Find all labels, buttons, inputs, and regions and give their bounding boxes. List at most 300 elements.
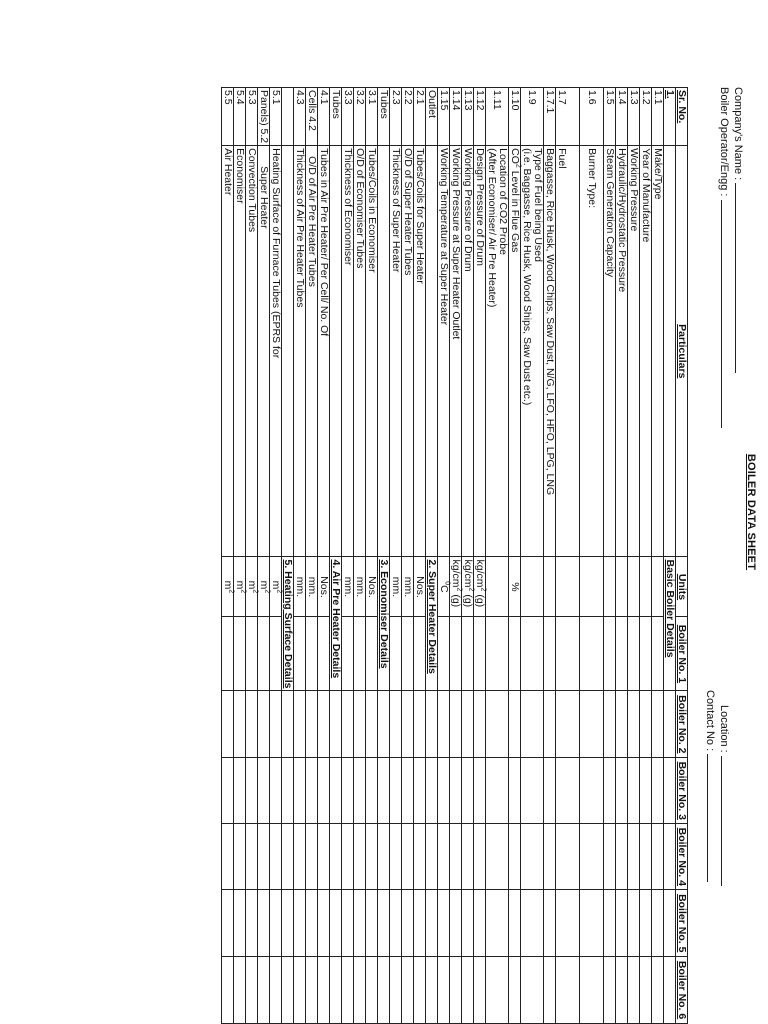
boiler-input-cell[interactable]: [474, 691, 486, 758]
boiler-input-cell[interactable]: [414, 957, 426, 1024]
boiler-input-cell[interactable]: [604, 617, 616, 691]
boiler-input-cell[interactable]: [652, 758, 664, 824]
boiler-input-cell[interactable]: [306, 758, 318, 824]
boiler-operator-line[interactable]: [721, 200, 732, 428]
boiler-input-cell[interactable]: [616, 758, 628, 824]
boiler-input-cell[interactable]: [652, 890, 664, 957]
units-cell: [462, 557, 474, 617]
header-row: [676, 88, 688, 1024]
unit-text: m: [270, 580, 282, 590]
units-cell: [258, 557, 270, 617]
boiler-input-cell[interactable]: [640, 691, 652, 758]
boiler-input-cell[interactable]: [556, 890, 580, 957]
boiler-input-cell[interactable]: [270, 617, 282, 691]
boiler-input-cell[interactable]: [640, 890, 652, 957]
boiler-input-cell[interactable]: [544, 691, 556, 758]
table-row: [450, 88, 462, 1024]
boiler-input-cell[interactable]: [258, 824, 270, 890]
boiler-input-cell[interactable]: [294, 691, 306, 758]
table-row: [640, 88, 652, 1024]
boiler-input-cell[interactable]: [556, 617, 580, 691]
sr-cell: 1.9: [521, 88, 544, 146]
section-number: 1.: [664, 88, 676, 146]
boiler-input-cell[interactable]: [640, 617, 652, 691]
boiler-input-cell[interactable]: [246, 890, 258, 957]
boiler-input-cell[interactable]: [438, 824, 450, 890]
boiler-input-cell[interactable]: [604, 758, 616, 824]
boiler-input-cell[interactable]: [258, 617, 270, 691]
particulars-cell: Thickness of Super Heater: [390, 146, 402, 557]
boiler-input-cell[interactable]: [438, 957, 450, 1024]
boiler-input-cell[interactable]: [450, 824, 462, 890]
table-row: [222, 88, 234, 1024]
boiler-input-cell[interactable]: [652, 824, 664, 890]
section-title: 4. Air Pre Heater Details: [330, 557, 342, 691]
particulars-cell: Year of Manufacture: [640, 146, 652, 557]
boiler-input-cell[interactable]: [486, 890, 509, 957]
superscript: 2: [479, 587, 487, 592]
table-row: [544, 88, 556, 1024]
boiler-input-cell[interactable]: [544, 758, 556, 824]
sr-cell: 3.3: [342, 88, 354, 146]
sr-cell: 1.7.1: [544, 88, 556, 146]
particulars-cell: [486, 146, 509, 557]
boiler-input-cell[interactable]: [342, 890, 354, 957]
boiler-input-cell[interactable]: [342, 824, 354, 890]
table-row: [390, 88, 402, 1024]
particulars-cell: Working Pressure at Super Heater Outlet: [450, 146, 462, 557]
boiler-operator-label: Boiler Operator/Engg :: [718, 87, 730, 197]
boiler-input-cell[interactable]: [438, 617, 450, 691]
unit-text: kg/cm: [450, 559, 462, 588]
superscript: 2: [467, 587, 475, 592]
boiler-input-cell[interactable]: [234, 758, 246, 824]
particulars-cell: Economiser: [234, 146, 246, 557]
particulars-line: Type of Fuel being Used: [532, 148, 544, 262]
boiler-input-cell[interactable]: [486, 617, 509, 691]
boiler-input-cell[interactable]: [258, 957, 270, 1024]
boiler-input-cell[interactable]: [390, 691, 402, 758]
boiler-input-cell[interactable]: [234, 890, 246, 957]
boiler-input-cell[interactable]: [402, 824, 414, 890]
particulars-cell: Design Pressure of Drum: [474, 146, 486, 557]
boiler-input-cell[interactable]: [628, 957, 640, 1024]
boiler-input-cell[interactable]: [521, 617, 544, 691]
boiler-input-cell[interactable]: [354, 617, 366, 691]
boiler-input-cell[interactable]: [509, 890, 521, 957]
boiler-input-cell[interactable]: [580, 617, 604, 691]
particulars-cell: Hydraulic/Hydrostatic Pressure: [616, 146, 628, 557]
boiler-data-table: [221, 87, 688, 1024]
boiler-input-cell[interactable]: [486, 758, 509, 824]
boiler-input-cell[interactable]: [556, 758, 580, 824]
boiler-input-cell[interactable]: [306, 890, 318, 957]
superscript: 2: [227, 589, 235, 594]
boiler-3-header: Boiler No. 3: [676, 758, 688, 824]
particulars-cell: O/D of Air Pre Heater Tubes: [306, 146, 318, 557]
unit-text: (g): [474, 591, 486, 608]
boiler-input-cell[interactable]: [354, 957, 366, 1024]
sr-cell: 3.1: [366, 88, 378, 146]
boiler-input-cell[interactable]: [462, 758, 474, 824]
boiler-input-cell[interactable]: [366, 617, 378, 691]
section-row: [664, 88, 676, 1024]
boiler-input-cell[interactable]: [354, 691, 366, 758]
table-row: [318, 88, 330, 1024]
boiler-input-cell[interactable]: [222, 691, 234, 758]
boiler-input-cell[interactable]: [616, 691, 628, 758]
contact-field[interactable]: [704, 690, 718, 882]
sr-cell: 1.2: [640, 88, 652, 146]
company-name-label: Company's Name :: [732, 87, 744, 181]
boiler-input-cell[interactable]: [486, 691, 509, 758]
boiler-input-cell[interactable]: [474, 957, 486, 1024]
units-cell: [270, 557, 282, 617]
sr-cell: 1.13: [462, 88, 474, 146]
boiler-input-cell[interactable]: [580, 957, 604, 1024]
boiler-input-cell[interactable]: [366, 758, 378, 824]
boiler-input-cell[interactable]: [270, 758, 282, 824]
boiler-input-cell[interactable]: [246, 957, 258, 1024]
units-cell: [486, 557, 509, 617]
section-title: 2. Super Heater Details: [426, 557, 438, 691]
table-row: [342, 88, 354, 1024]
boiler-input-cell[interactable]: [390, 957, 402, 1024]
boiler-input-cell[interactable]: [270, 824, 282, 890]
boiler-input-cell[interactable]: [544, 890, 556, 957]
boiler-input-cell[interactable]: [521, 957, 544, 1024]
boiler-input-cell[interactable]: [354, 824, 366, 890]
table-row: [246, 88, 258, 1024]
boiler-input-cell[interactable]: [521, 758, 544, 824]
units-cell: [556, 557, 580, 617]
boiler-input-cell[interactable]: [450, 957, 462, 1024]
boiler-input-cell[interactable]: [438, 691, 450, 758]
boiler-input-cell[interactable]: [604, 824, 616, 890]
boiler-input-cell[interactable]: [306, 957, 318, 1024]
table-row: [509, 88, 521, 1024]
particulars-cell: Tubes/Coils in Economiser: [366, 146, 378, 557]
particulars-cell: Working Pressure of Drum: [462, 146, 474, 557]
boiler-input-cell[interactable]: [580, 758, 604, 824]
units-cell: [628, 557, 640, 617]
boiler-input-cell[interactable]: [402, 890, 414, 957]
contact-line[interactable]: [707, 754, 718, 882]
superscript: 2: [263, 589, 271, 594]
boiler-input-cell[interactable]: [521, 824, 544, 890]
boiler-input-cell[interactable]: [544, 617, 556, 691]
particulars-cell: O/D of Economiser Tubes: [354, 146, 366, 557]
boiler-input-cell[interactable]: [640, 824, 652, 890]
boiler-input-cell[interactable]: [294, 890, 306, 957]
boiler-input-cell[interactable]: [556, 691, 580, 758]
units-cell: [544, 557, 556, 617]
boiler-input-cell[interactable]: [270, 890, 282, 957]
units-cell: %: [509, 557, 521, 617]
boiler-input-cell[interactable]: [628, 691, 640, 758]
boiler-input-cell[interactable]: [462, 617, 474, 691]
unit-text: (g): [462, 591, 474, 608]
table-row: [354, 88, 366, 1024]
boiler-input-cell[interactable]: [342, 617, 354, 691]
particulars-cell: [521, 146, 544, 557]
boiler-input-cell[interactable]: [366, 691, 378, 758]
sr-cell: 2.2: [402, 88, 414, 146]
boiler-input-cell[interactable]: [604, 890, 616, 957]
boiler-operator-field[interactable]: [718, 87, 732, 428]
section-row: [282, 88, 294, 1024]
boiler-input-cell[interactable]: [450, 758, 462, 824]
boiler-input-cell[interactable]: [509, 691, 521, 758]
boiler-input-cell[interactable]: [462, 957, 474, 1024]
boiler-input-cell[interactable]: [390, 758, 402, 824]
boiler-input-cell[interactable]: [640, 957, 652, 1024]
boiler-input-cell[interactable]: [521, 691, 544, 758]
boiler-input-cell[interactable]: [294, 617, 306, 691]
boiler-input-cell[interactable]: [390, 824, 402, 890]
boiler-input-cell[interactable]: [414, 758, 426, 824]
boiler-input-cell[interactable]: [222, 758, 234, 824]
boiler-input-cell[interactable]: [616, 957, 628, 1024]
boiler-5-header: Boiler No. 5: [676, 890, 688, 957]
boiler-input-cell[interactable]: [234, 957, 246, 1024]
boiler-input-cell[interactable]: [294, 957, 306, 1024]
boiler-input-cell[interactable]: [318, 957, 330, 1024]
sr-cell: 3.2: [354, 88, 366, 146]
table-row: [462, 88, 474, 1024]
particulars-line: (After Economiser/ Air Pre Heater): [486, 148, 498, 308]
boiler-input-cell[interactable]: [294, 824, 306, 890]
company-name-line[interactable]: [735, 183, 746, 373]
sr-cell: 5.1: [270, 88, 282, 146]
particulars-cell: Super Heater: [258, 146, 270, 557]
table-row: [556, 88, 580, 1024]
boiler-input-cell[interactable]: [450, 691, 462, 758]
boiler-input-cell[interactable]: [246, 758, 258, 824]
boiler-input-cell[interactable]: [521, 890, 544, 957]
sr-cell: 1.5: [604, 88, 616, 146]
boiler-input-cell[interactable]: [318, 691, 330, 758]
boiler-input-cell[interactable]: [366, 824, 378, 890]
boiler-input-cell[interactable]: [234, 617, 246, 691]
boiler-input-cell[interactable]: [366, 890, 378, 957]
table-row: [486, 88, 509, 1024]
boiler-input-cell[interactable]: [222, 957, 234, 1024]
boiler-input-cell[interactable]: [390, 617, 402, 691]
boiler-input-cell[interactable]: [474, 890, 486, 957]
unit-text: kg/cm: [474, 559, 486, 588]
superscript: 2: [455, 587, 463, 592]
sr-cell: 1.10: [509, 88, 521, 146]
boiler-input-cell[interactable]: [580, 691, 604, 758]
boiler-input-cell[interactable]: [616, 617, 628, 691]
boiler-input-cell[interactable]: [616, 890, 628, 957]
sr-cell: Cells 4.2: [306, 88, 318, 146]
boiler-input-cell[interactable]: [402, 617, 414, 691]
boiler-input-cell[interactable]: [509, 957, 521, 1024]
section-title: Basic Boiler Details: [664, 557, 676, 691]
particulars-cell: Convection Tubes: [246, 146, 258, 557]
boiler-input-cell[interactable]: [270, 691, 282, 758]
boiler-input-cell[interactable]: [438, 890, 450, 957]
sr-cell: 1.6: [580, 88, 604, 146]
boiler-input-cell[interactable]: [628, 824, 640, 890]
units-cell: [438, 557, 450, 617]
particulars-cell: Steam Generation Capacity: [604, 146, 616, 557]
boiler-input-cell[interactable]: [246, 824, 258, 890]
boiler-input-cell[interactable]: [544, 824, 556, 890]
particulars-cell: Fuel: [556, 146, 580, 557]
table-row: [616, 88, 628, 1024]
particulars-text: Level in Flue Gas: [509, 167, 521, 253]
particulars-cell: Make/Type: [652, 146, 664, 557]
boiler-input-cell[interactable]: [258, 691, 270, 758]
boiler-input-cell[interactable]: [390, 890, 402, 957]
particulars-cell: Working Pressure: [628, 146, 640, 557]
boiler-input-cell[interactable]: [450, 890, 462, 957]
units-cell: mm.: [402, 557, 414, 617]
boiler-input-cell[interactable]: [580, 890, 604, 957]
sr-cell: 4.3: [294, 88, 306, 146]
boiler-input-cell[interactable]: [414, 691, 426, 758]
boiler-input-cell[interactable]: [509, 758, 521, 824]
table-row: [438, 88, 450, 1024]
boiler-input-cell[interactable]: [342, 758, 354, 824]
boiler-input-cell[interactable]: [258, 758, 270, 824]
boiler-input-cell[interactable]: [652, 617, 664, 691]
boiler-input-cell[interactable]: [450, 617, 462, 691]
units-cell: [652, 557, 664, 617]
boiler-input-cell[interactable]: [414, 617, 426, 691]
unit-text: m: [258, 580, 270, 590]
boiler-input-cell[interactable]: [640, 758, 652, 824]
boiler-6-header: Boiler No. 6: [676, 957, 688, 1024]
units-cell: Nos.: [366, 557, 378, 617]
boiler-input-cell[interactable]: [318, 758, 330, 824]
sr-cell: 1.11: [486, 88, 509, 146]
boiler-input-cell[interactable]: [246, 691, 258, 758]
boiler-input-cell[interactable]: [318, 617, 330, 691]
units-cell: [640, 557, 652, 617]
units-cell: [616, 557, 628, 617]
section-title: 3. Economiser Details: [378, 557, 390, 691]
table-row: [270, 88, 282, 1024]
table-row: [258, 88, 270, 1024]
particulars-line: Location of CO2 Probe: [497, 148, 509, 255]
boiler-input-cell[interactable]: [366, 957, 378, 1024]
particulars-line: (i.e. Baggasse, Rice Husk, Wood Ships, Saw Dust etc.): [521, 148, 533, 406]
boiler-input-cell[interactable]: [652, 957, 664, 1024]
boiler-input-cell[interactable]: [402, 691, 414, 758]
boiler-input-cell[interactable]: [246, 617, 258, 691]
boiler-input-cell[interactable]: [414, 890, 426, 957]
location-field[interactable]: [718, 705, 732, 886]
units-cell: [604, 557, 616, 617]
boiler-input-cell[interactable]: [580, 824, 604, 890]
boiler-input-cell[interactable]: [294, 758, 306, 824]
boiler-input-cell[interactable]: [486, 824, 509, 890]
table-row: [366, 88, 378, 1024]
units-cell: mm.: [390, 557, 402, 617]
boiler-input-cell[interactable]: [474, 617, 486, 691]
table-row: [628, 88, 640, 1024]
boiler-input-cell[interactable]: [222, 617, 234, 691]
boiler-input-cell[interactable]: [306, 617, 318, 691]
boiler-input-cell[interactable]: [604, 691, 616, 758]
boiler-input-cell[interactable]: [306, 824, 318, 890]
boiler-input-cell[interactable]: [222, 824, 234, 890]
boiler-input-cell[interactable]: [318, 824, 330, 890]
boiler-input-cell[interactable]: [509, 824, 521, 890]
location-line[interactable]: [721, 756, 732, 886]
boiler-input-cell[interactable]: [544, 957, 556, 1024]
sr-cell: 1.7: [556, 88, 580, 146]
table-row: [414, 88, 426, 1024]
unit-text: C: [438, 585, 450, 593]
superscript: 2: [514, 163, 522, 168]
section-row: [330, 88, 342, 1024]
boiler-input-cell[interactable]: [474, 824, 486, 890]
sr-cell: Tubes: [330, 88, 342, 146]
superscript: 0: [443, 581, 451, 586]
boiler-input-cell[interactable]: [604, 957, 616, 1024]
boiler-input-cell[interactable]: [222, 890, 234, 957]
table-row: [234, 88, 246, 1024]
sr-cell: 1.3: [628, 88, 640, 146]
superscript: 2: [251, 589, 259, 594]
boiler-input-cell[interactable]: [402, 957, 414, 1024]
boiler-input-cell[interactable]: [628, 758, 640, 824]
boiler-input-cell[interactable]: [462, 890, 474, 957]
contact-label: Contact No :: [704, 690, 716, 752]
unit-text: m: [222, 580, 234, 590]
boiler-input-cell[interactable]: [234, 824, 246, 890]
boiler-input-cell[interactable]: [270, 957, 282, 1024]
boiler-input-cell[interactable]: [414, 824, 426, 890]
company-name-field[interactable]: [732, 87, 746, 373]
sr-cell: Panels) 5.2: [258, 88, 270, 146]
boiler-input-cell[interactable]: [462, 691, 474, 758]
boiler-input-cell[interactable]: [628, 617, 640, 691]
boiler-input-cell[interactable]: [306, 691, 318, 758]
boiler-input-cell[interactable]: [556, 957, 580, 1024]
boiler-input-cell[interactable]: [652, 691, 664, 758]
boiler-input-cell[interactable]: [342, 957, 354, 1024]
boiler-input-cell[interactable]: [258, 890, 270, 957]
units-cell: mm.: [354, 557, 366, 617]
boiler-input-cell[interactable]: [509, 617, 521, 691]
boiler-input-cell[interactable]: [402, 758, 414, 824]
boiler-input-cell[interactable]: [234, 691, 246, 758]
boiler-input-cell[interactable]: [354, 758, 366, 824]
units-cell: mm.: [294, 557, 306, 617]
boiler-input-cell[interactable]: [318, 890, 330, 957]
boiler-input-cell[interactable]: [354, 890, 366, 957]
section-title: 5. Heating Surface Details: [282, 557, 294, 691]
section-row: [378, 88, 390, 1024]
unit-text: m: [246, 580, 258, 590]
boiler-input-cell[interactable]: [616, 824, 628, 890]
boiler-input-cell[interactable]: [486, 957, 509, 1024]
sheet-title: BOILER DATA SHEET: [745, 453, 757, 571]
boiler-input-cell[interactable]: [462, 824, 474, 890]
boiler-input-cell[interactable]: [474, 758, 486, 824]
boiler-input-cell[interactable]: [628, 890, 640, 957]
boiler-input-cell[interactable]: [556, 824, 580, 890]
boiler-input-cell[interactable]: [438, 758, 450, 824]
boiler-input-cell[interactable]: [342, 691, 354, 758]
units-cell: [521, 557, 544, 617]
